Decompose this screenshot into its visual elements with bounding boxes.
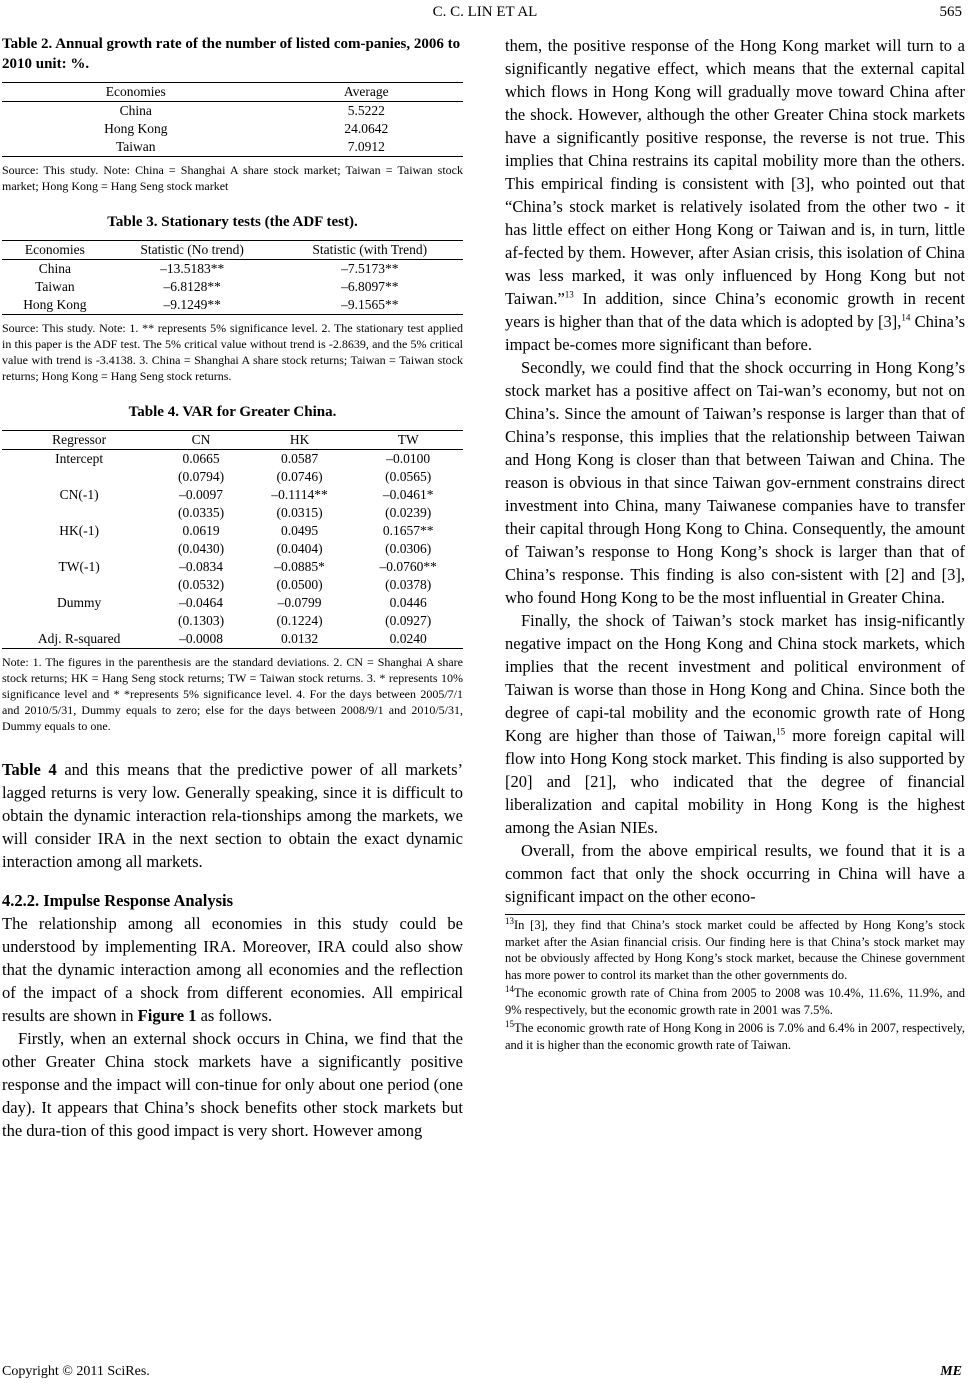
table4-header-cell: HK xyxy=(246,431,354,450)
table-cell: (0.1224) xyxy=(276,613,323,628)
table-cell: (0.0532) xyxy=(177,577,225,592)
paragraph-text: as follows. xyxy=(196,1006,273,1025)
paragraph-text: Finally, the shock of Taiwan’s stock market has insig-nificantly negative impact on the Hong Kong and China stock markets, which implies that the recent investment and political environment of Taiwan is worse than those in Hong Kong and China. Since both the degree of capi-tal mobility and the economic growth rate of Hong Kong are higher than those of Taiwan, xyxy=(505,611,965,745)
table2-header-cell: Average xyxy=(270,83,463,102)
table-cell: 0.0495 xyxy=(281,523,319,538)
table-cell: (0.0315) xyxy=(276,505,323,520)
figure-reference: Figure 1 xyxy=(137,1006,197,1025)
footnote-marker[interactable]: 15 xyxy=(776,726,786,737)
table-cell: (0.0794) xyxy=(177,469,225,484)
paragraph-text: In addition, since China’s economic growth in recent years is higher than that of the data which is adopted by [3], xyxy=(505,289,965,331)
journal-abbrev: ME xyxy=(940,1364,962,1379)
footnote-text: The economic growth rate of China from 2005 to 2008 was 10.4%, 11.6%, 11.9%, and 9% respectively, but the economic growth rate in 2001 was 7.5%. xyxy=(505,986,965,1017)
table-cell: (0.0565) xyxy=(385,469,432,484)
table-reference: Table 4 xyxy=(2,760,57,779)
table4-header-row xyxy=(2,431,463,450)
copyright-text: Copyright © 2011 SciRes. xyxy=(2,1364,150,1379)
table-cell: (0.0746) xyxy=(276,469,323,484)
table-cell: –0.0799 xyxy=(277,595,322,610)
table-cell: 0.0446 xyxy=(389,595,427,610)
table-cell: Hong Kong xyxy=(104,121,168,136)
paragraph: Firstly, when an external shock occurs in China, we find that the other Greater China stock markets have a significantly positive response and the impact will con-tinue for only about one period (one day). It appears that China’s shock benefits other stock markets but the dura-tion of this good impact is very short. However among xyxy=(2,1029,463,1140)
table3-header-cell: Statistic (No trend) xyxy=(108,241,277,260)
footnote-text: In [3], they find that China’s stock market could be affected by Hong Kong’s stock market after the Asian financial crisis. Our finding here is that China’s stock market may not be obviously affected by Hong Kong’s stock market, because the Chinese government has more power to control its market than the other governments do. xyxy=(505,918,965,982)
table-row xyxy=(2,468,463,486)
footnote xyxy=(505,917,965,983)
table-row xyxy=(2,612,463,630)
table-cell: –0.0008 xyxy=(156,630,245,649)
left-column xyxy=(2,34,463,1142)
table-cell: Hong Kong xyxy=(2,296,108,315)
table-cell xyxy=(2,612,156,630)
table-cell: (0.1303) xyxy=(177,613,225,628)
table-cell: 7.0912 xyxy=(270,138,463,157)
paragraph xyxy=(2,758,463,873)
table-cell: China xyxy=(38,261,71,276)
table-cell: CN(-1) xyxy=(59,487,99,502)
table2-caption: Table 2. Annual growth rate of the number of listed com-panies, 2006 to 2010 unit: %. xyxy=(2,36,461,72)
table-row xyxy=(2,450,463,469)
footnote-number: 15 xyxy=(505,1018,514,1029)
table2-header-row xyxy=(2,83,463,102)
table4-note: Note: 1. The figures in the parenthesis are the standard deviations. 2. CN = Shanghai A share stock returns; HK = Hang Seng stock returns; TW = Taiwan stock returns. 3. * represents 10% significance level and * *represents 5% significance level. 4. For the days between 2005/7/1 and 2010/5/31, Dummy equals to zero; else for the days between 2008/9/1 and 2010/5/31, Dummy equals to one. xyxy=(2,655,463,733)
table-cell: 0.0587 xyxy=(281,451,319,466)
table-row xyxy=(2,576,463,594)
table-row xyxy=(2,138,463,157)
paragraph xyxy=(2,912,463,1027)
table-row xyxy=(2,120,463,138)
table-cell: –7.5173** xyxy=(341,261,399,276)
table-cell: 0.1657** xyxy=(382,523,434,538)
table-cell: (0.0335) xyxy=(177,505,225,520)
table-cell: –6.8128** xyxy=(163,279,221,294)
table-cell: –0.0097 xyxy=(179,487,223,502)
table-cell: Taiwan xyxy=(35,279,75,294)
table-cell: 0.0240 xyxy=(353,630,463,649)
table-cell xyxy=(2,576,156,594)
left-body-text xyxy=(2,758,463,873)
table2-note: Source: This study. Note: China = Shanghai A share stock market; Taiwan = Taiwan stock market; Hong Kong = Hang Seng stock market xyxy=(2,163,463,193)
table-cell: –9.1249** xyxy=(108,296,277,315)
table-cell: –9.1565** xyxy=(277,296,463,315)
table-cell: (0.0500) xyxy=(276,577,323,592)
table-cell xyxy=(2,540,156,558)
table-cell: Adj. R-squared xyxy=(2,630,156,649)
table-cell: TW(-1) xyxy=(58,559,100,574)
section-heading: 4.2.2. Impulse Response Analysis xyxy=(2,891,234,910)
table-cell: Dummy xyxy=(57,595,102,610)
right-column xyxy=(505,34,965,1053)
table-cell: 0.0132 xyxy=(246,630,354,649)
table-cell: (0.0378) xyxy=(385,577,432,592)
table-cell: –6.8097** xyxy=(341,279,399,294)
table-row xyxy=(2,102,463,121)
table3-note: Source: This study. Note: 1. ** represents 5% significance level. 2. The stationary test applied in this paper is the ADF test. The 5% critical value without trend is -2.8639, and the 5% critical value with trend is -3.4138. 3. China = Shanghai A share stock returns; Taiwan = Taiwan stock returns; Hong Kong = Hang Seng stock returns. xyxy=(2,321,463,383)
footnote-divider xyxy=(505,914,965,915)
footnote-number: 13 xyxy=(505,915,514,926)
table4-caption: Table 4. VAR for Greater China. xyxy=(128,404,337,420)
table-cell: 5.5222 xyxy=(347,103,385,118)
table4-header-cell: CN xyxy=(156,431,245,450)
footnote-text: The economic growth rate of Hong Kong in 2006 is 7.0% and 6.4% in 2007, respectively, and it is higher than the economic growth rate of Taiwan. xyxy=(505,1021,965,1052)
footnote xyxy=(505,985,965,1018)
right-body-text xyxy=(505,34,965,908)
table-cell: –0.0885* xyxy=(274,559,325,574)
footnote-marker[interactable]: 14 xyxy=(901,312,911,323)
table4 xyxy=(2,430,463,649)
table2-header-cell: Economies xyxy=(2,83,270,102)
paragraph-text: and this means that the predictive power of all markets’ lagged returns is very low. Generally speaking, since it is difficult to obtain the dynamic interaction rela-tionships among the markets, we will consider IRA in the next section to obtain the exact dynamic interaction among all markets. xyxy=(2,760,463,871)
page-header xyxy=(0,0,970,26)
table3 xyxy=(2,240,463,315)
footnotes xyxy=(505,917,965,1053)
footnote-number: 14 xyxy=(505,983,514,994)
table4-header-cell: Regressor xyxy=(2,431,156,450)
table3-caption: Table 3. Stationary tests (the ADF test). xyxy=(107,214,358,230)
running-head: C. C. LIN ET AL xyxy=(432,4,538,20)
table3-header-row xyxy=(2,241,463,260)
paragraph-text: more foreign capital will flow into Hong Kong stock market. This finding is also supported by [20] and [21], who indicated that the degree of financial liberalization and capital mobility in Hong Kong is the highest among the Asian NIEs. xyxy=(505,726,965,837)
paragraph xyxy=(505,34,965,356)
table-row xyxy=(2,558,463,576)
table-cell: –0.0464 xyxy=(179,595,223,610)
table-cell: (0.0306) xyxy=(385,541,432,556)
paragraph-text: China’s impact be-comes more significant than before. xyxy=(505,312,965,354)
table-cell: (0.0927) xyxy=(385,613,432,628)
left-body-text-2 xyxy=(2,912,463,1142)
table-cell xyxy=(2,468,156,486)
table3-header-cell: Statistic (with Trend) xyxy=(277,241,463,260)
table-cell: (0.0239) xyxy=(385,505,432,520)
table-cell: –0.1114** xyxy=(271,487,328,502)
table-cell: –0.0834 xyxy=(179,559,223,574)
table-row xyxy=(2,522,463,540)
table4-header-cell: TW xyxy=(353,431,463,450)
table-cell: China xyxy=(119,103,152,118)
table-cell: 24.0642 xyxy=(344,121,389,136)
table2 xyxy=(2,82,463,157)
table-row xyxy=(2,630,463,649)
table-row xyxy=(2,504,463,522)
paragraph-text: them, the positive response of the Hong Kong market will turn to a significantly negative effect, which means that the external capital which flows in Hong Kong will gradually move toward China after the shock. However, although the other Greater China stock markets have a significantly positive response, the reverse is not true. This implies that China restrains its capital mobility more than the others. This empirical finding is consistent with [3], who pointed out that “China’s stock market is relatively isolated from the other two - it has little effect on either Hong Kong or Taiwan and is, in turn, little af-fected by them. However, after Asian crisis, this isolation of China was less marked, it was only influenced by Hong Kong but not Taiwan.” xyxy=(505,36,965,308)
table-row xyxy=(2,594,463,612)
table-cell: Intercept xyxy=(55,451,104,466)
paragraph: Overall, from the above empirical results, we found that it is a common fact that only the shock occurring in China will have a significant impact on the other econo- xyxy=(505,841,965,906)
table-cell xyxy=(2,504,156,522)
paragraph: Secondly, we could find that the shock occurring in Hong Kong’s stock market has a positive affect on Tai-wan’s economy, but not on China’s. Since the amount of Taiwan’s response is larger than that of China’s response, this implies that the relationship between Taiwan and Hong Kong is closer than that between Taiwan and China. The reason is obvious in that since Taiwan gov-ernment constrains direct investment into China, many Taiwanese companies have to transfer their capital through Hong Kong to China. Consequently, the amount of Taiwan’s response to Hong Kong’s shock is larger than that of China’s response. This finding is also con-sistent with [2] and [3], who found Hong Kong to be the most influential in Greater China. xyxy=(505,358,965,607)
paragraph xyxy=(505,609,965,839)
table-row xyxy=(2,260,463,279)
table-row xyxy=(2,296,463,315)
table-cell: 0.0619 xyxy=(182,523,220,538)
page-number: 565 xyxy=(939,4,962,20)
footnote xyxy=(505,1020,965,1053)
table-cell: 0.0665 xyxy=(182,451,220,466)
table-cell: –13.5183** xyxy=(160,261,225,276)
table-cell: Taiwan xyxy=(2,138,270,157)
table-cell: (0.0430) xyxy=(177,541,225,556)
table-row xyxy=(2,278,463,296)
table-cell: HK(-1) xyxy=(59,523,100,538)
table-cell: –0.0760** xyxy=(379,559,437,574)
table3-header-cell: Economies xyxy=(2,241,108,260)
table-cell: –0.0100 xyxy=(386,451,431,466)
table-row xyxy=(2,540,463,558)
table-cell: –0.0461* xyxy=(382,487,434,502)
footnote-marker[interactable]: 13 xyxy=(564,289,574,300)
table-cell: (0.0404) xyxy=(276,541,323,556)
paragraph-text: The relationship among all economies in this study could be understood by implementing IRA. Moreover, IRA could also show that the dynamic interaction among all economies and the reflection of the impact of a shock from different economies. All empirical results are shown in xyxy=(2,914,463,1025)
table-row xyxy=(2,486,463,504)
